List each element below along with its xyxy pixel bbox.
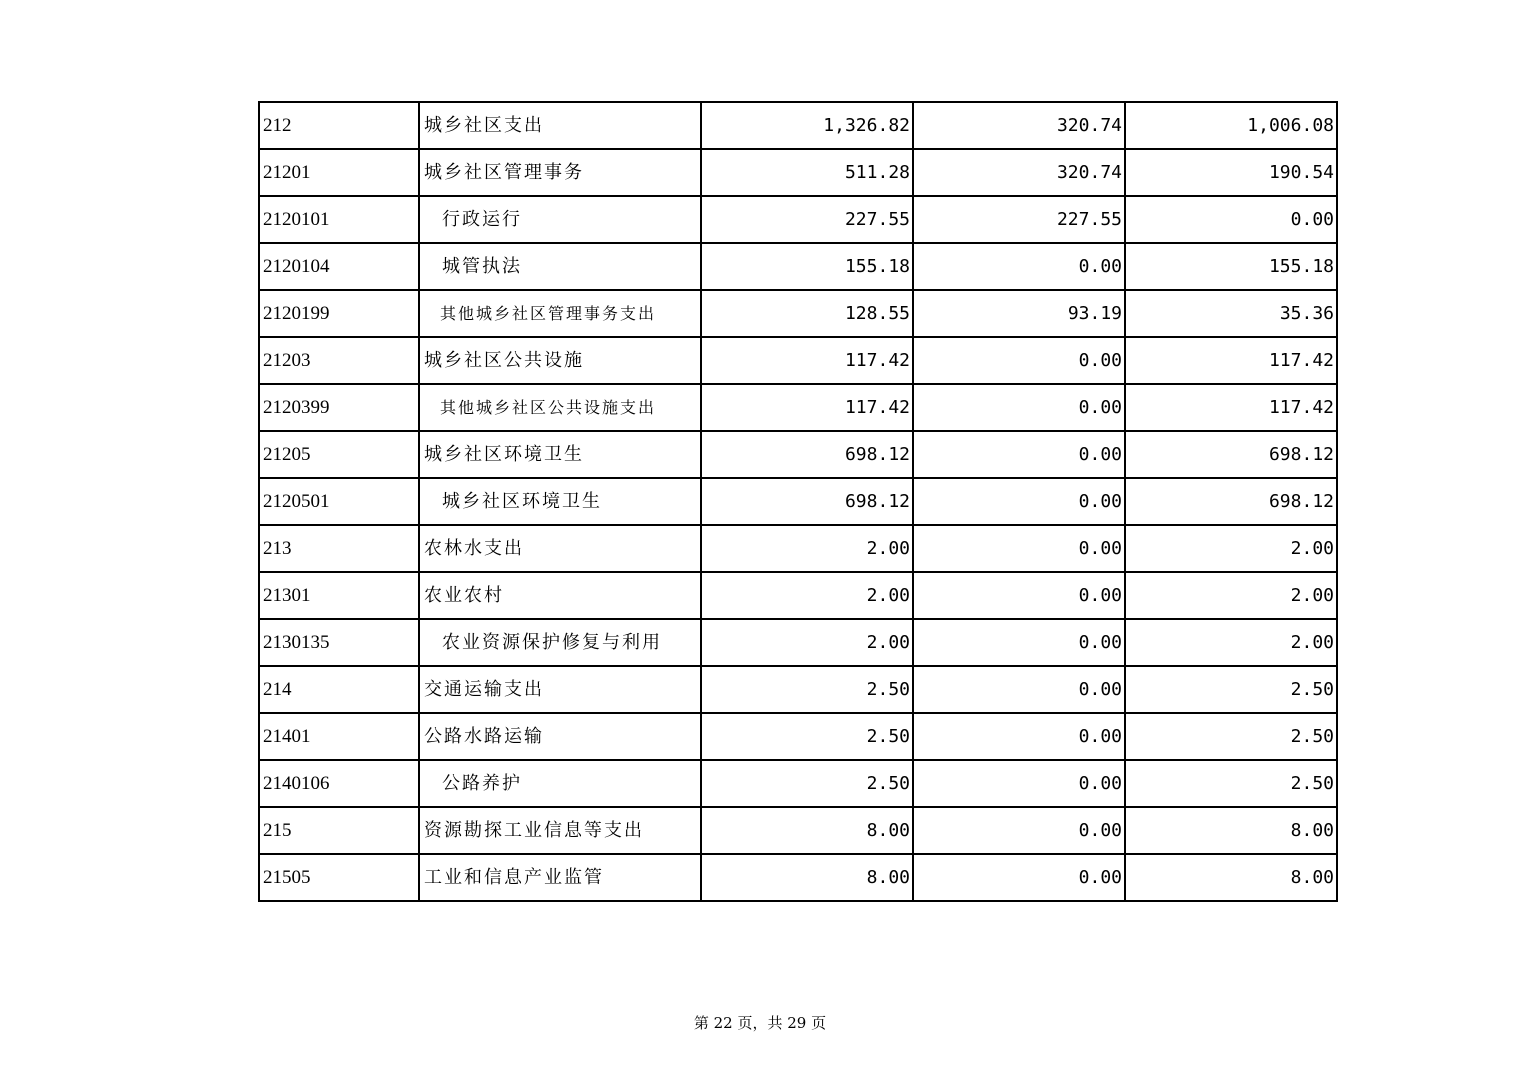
cell-project: 8.00	[1125, 854, 1337, 901]
cell-total: 128.55	[701, 290, 913, 337]
cell-code: 214	[259, 666, 419, 713]
table-body	[259, 102, 1337, 901]
cell-basic: 0.00	[913, 854, 1125, 901]
cell-code: 21201	[259, 149, 419, 196]
cell-name: 城乡社区环境卫生	[419, 431, 701, 478]
table-row	[259, 666, 1337, 713]
cell-basic: 0.00	[913, 384, 1125, 431]
cell-total: 1,326.82	[701, 102, 913, 149]
table-row	[259, 290, 1337, 337]
cell-total: 698.12	[701, 478, 913, 525]
cell-total: 117.42	[701, 384, 913, 431]
cell-total: 2.50	[701, 666, 913, 713]
table-row	[259, 854, 1337, 901]
cell-project: 2.00	[1125, 572, 1337, 619]
cell-code: 21505	[259, 854, 419, 901]
cell-basic: 0.00	[913, 572, 1125, 619]
cell-basic: 0.00	[913, 431, 1125, 478]
cell-code: 2120101	[259, 196, 419, 243]
cell-name: 其他城乡社区公共设施支出	[419, 384, 701, 431]
cell-total: 2.00	[701, 525, 913, 572]
cell-name: 公路养护	[419, 760, 701, 807]
cell-basic: 0.00	[913, 525, 1125, 572]
cell-code: 2130135	[259, 619, 419, 666]
expenditure-table	[258, 101, 1338, 902]
table-row	[259, 713, 1337, 760]
cell-name: 资源勘探工业信息等支出	[419, 807, 701, 854]
cell-basic: 320.74	[913, 149, 1125, 196]
table-row	[259, 572, 1337, 619]
cell-name: 城乡社区环境卫生	[419, 478, 701, 525]
cell-name: 公路水路运输	[419, 713, 701, 760]
cell-project: 2.00	[1125, 619, 1337, 666]
cell-basic: 93.19	[913, 290, 1125, 337]
cell-basic: 0.00	[913, 666, 1125, 713]
cell-total: 2.00	[701, 572, 913, 619]
table-row	[259, 102, 1337, 149]
cell-project: 2.50	[1125, 760, 1337, 807]
cell-name: 其他城乡社区管理事务支出	[419, 290, 701, 337]
cell-project: 698.12	[1125, 431, 1337, 478]
cell-basic: 320.74	[913, 102, 1125, 149]
cell-basic: 227.55	[913, 196, 1125, 243]
cell-project: 1,006.08	[1125, 102, 1337, 149]
table-row	[259, 337, 1337, 384]
cell-total: 117.42	[701, 337, 913, 384]
cell-code: 21205	[259, 431, 419, 478]
cell-code: 215	[259, 807, 419, 854]
cell-basic: 0.00	[913, 478, 1125, 525]
cell-project: 2.50	[1125, 666, 1337, 713]
cell-total: 2.00	[701, 619, 913, 666]
cell-name: 农林水支出	[419, 525, 701, 572]
cell-basic: 0.00	[913, 713, 1125, 760]
cell-project: 190.54	[1125, 149, 1337, 196]
cell-total: 2.50	[701, 760, 913, 807]
cell-basic: 0.00	[913, 337, 1125, 384]
cell-name: 农业资源保护修复与利用	[419, 619, 701, 666]
cell-code: 212	[259, 102, 419, 149]
cell-project: 117.42	[1125, 337, 1337, 384]
cell-project: 2.50	[1125, 713, 1337, 760]
cell-name: 城乡社区公共设施	[419, 337, 701, 384]
table-row	[259, 478, 1337, 525]
cell-project: 2.00	[1125, 525, 1337, 572]
cell-project: 35.36	[1125, 290, 1337, 337]
cell-code: 2120104	[259, 243, 419, 290]
cell-total: 155.18	[701, 243, 913, 290]
cell-total: 511.28	[701, 149, 913, 196]
cell-total: 698.12	[701, 431, 913, 478]
table-row	[259, 807, 1337, 854]
cell-basic: 0.00	[913, 807, 1125, 854]
cell-code: 2120199	[259, 290, 419, 337]
cell-name: 城管执法	[419, 243, 701, 290]
cell-name: 交通运输支出	[419, 666, 701, 713]
table-row	[259, 149, 1337, 196]
cell-code: 2120501	[259, 478, 419, 525]
cell-total: 8.00	[701, 854, 913, 901]
cell-basic: 0.00	[913, 243, 1125, 290]
table-row	[259, 196, 1337, 243]
table-row	[259, 431, 1337, 478]
table-row	[259, 525, 1337, 572]
cell-project: 155.18	[1125, 243, 1337, 290]
cell-project: 117.42	[1125, 384, 1337, 431]
cell-total: 2.50	[701, 713, 913, 760]
page-footer: 第 22 页，共 29 页	[693, 1014, 827, 1032]
cell-code: 213	[259, 525, 419, 572]
cell-code: 21301	[259, 572, 419, 619]
cell-code: 2140106	[259, 760, 419, 807]
cell-total: 8.00	[701, 807, 913, 854]
cell-code: 2120399	[259, 384, 419, 431]
cell-project: 698.12	[1125, 478, 1337, 525]
cell-name: 行政运行	[419, 196, 701, 243]
table-row	[259, 384, 1337, 431]
cell-code: 21203	[259, 337, 419, 384]
cell-project: 8.00	[1125, 807, 1337, 854]
cell-name: 城乡社区管理事务	[419, 149, 701, 196]
cell-total: 227.55	[701, 196, 913, 243]
table-row	[259, 243, 1337, 290]
cell-name: 农业农村	[419, 572, 701, 619]
cell-code: 21401	[259, 713, 419, 760]
cell-name: 城乡社区支出	[419, 102, 701, 149]
cell-name: 工业和信息产业监管	[419, 854, 701, 901]
table-row	[259, 760, 1337, 807]
cell-project: 0.00	[1125, 196, 1337, 243]
cell-basic: 0.00	[913, 619, 1125, 666]
cell-basic: 0.00	[913, 760, 1125, 807]
table-row	[259, 619, 1337, 666]
